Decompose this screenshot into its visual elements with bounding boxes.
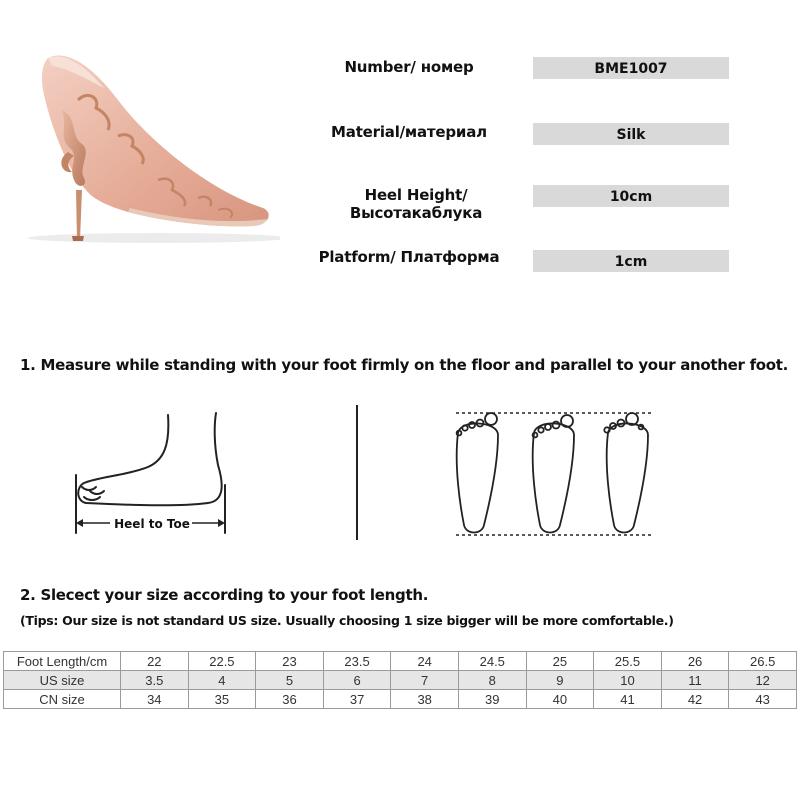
spec-material-value: Silk xyxy=(533,123,729,145)
spec-material-label: Material/материал xyxy=(331,123,487,141)
table-cell: 25.5 xyxy=(594,652,662,671)
table-cell: 22.5 xyxy=(188,652,256,671)
table-cell: 8 xyxy=(458,671,526,690)
diagram-divider xyxy=(356,405,358,540)
row-header-cn-size: CN size xyxy=(4,690,121,709)
table-cell: 9 xyxy=(526,671,594,690)
step-1-instruction: 1. Measure while standing with your foot firmly on the floor and parallel to your another foot. xyxy=(20,356,789,374)
table-cell: 3.5 xyxy=(121,671,189,690)
table-cell: 24 xyxy=(391,652,459,671)
spec-heel-height-value: 10cm xyxy=(533,185,729,207)
spec-number-value: BME1007 xyxy=(533,57,729,79)
table-cell: 26 xyxy=(661,652,729,671)
table-cell: 5 xyxy=(256,671,324,690)
heel-to-toe-label: Heel to Toe xyxy=(114,517,190,531)
table-cell: 37 xyxy=(323,690,391,709)
step-2-instruction: 2. Slecect your size according to your foot length. xyxy=(20,586,429,604)
table-cell: 24.5 xyxy=(458,652,526,671)
table-cell: 36 xyxy=(256,690,324,709)
row-header-foot-length: Foot Length/cm xyxy=(4,652,121,671)
table-cell: 34 xyxy=(121,690,189,709)
table-cell: 25 xyxy=(526,652,594,671)
table-cell: 6 xyxy=(323,671,391,690)
product-shoe-image xyxy=(8,40,280,250)
table-row xyxy=(4,690,797,709)
table-cell: 26.5 xyxy=(729,652,797,671)
table-cell: 22 xyxy=(121,652,189,671)
table-cell: 23 xyxy=(256,652,324,671)
size-tips: (Tips: Our size is not standard US size. Usually choosing 1 size bigger will be more comfortable.) xyxy=(20,613,674,628)
table-cell: 11 xyxy=(661,671,729,690)
table-row xyxy=(4,652,797,671)
spec-heel-height-label: Heel Height/Высотакаблука xyxy=(349,186,483,222)
table-cell: 39 xyxy=(458,690,526,709)
spec-number-label: Number/ номер xyxy=(344,58,474,76)
table-cell: 10 xyxy=(594,671,662,690)
spec-platform-value: 1cm xyxy=(533,250,729,272)
row-header-us-size: US size xyxy=(4,671,121,690)
table-cell: 41 xyxy=(594,690,662,709)
table-cell: 23.5 xyxy=(323,652,391,671)
spec-platform-label: Platform/ Платформа xyxy=(318,248,500,266)
table-row xyxy=(4,671,797,690)
table-cell: 12 xyxy=(729,671,797,690)
table-cell: 42 xyxy=(661,690,729,709)
table-cell: 43 xyxy=(729,690,797,709)
table-cell: 7 xyxy=(391,671,459,690)
table-cell: 40 xyxy=(526,690,594,709)
foot-side-view-diagram xyxy=(68,405,238,540)
foot-top-view-diagram xyxy=(446,405,662,541)
size-chart-table xyxy=(3,651,797,709)
table-cell: 35 xyxy=(188,690,256,709)
table-cell: 4 xyxy=(188,671,256,690)
table-cell: 38 xyxy=(391,690,459,709)
